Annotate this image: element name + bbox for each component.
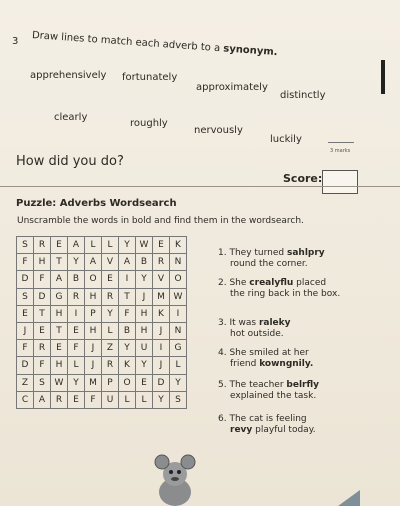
wordsearch-cell[interactable]: L [102,322,119,339]
wordsearch-cell[interactable]: E [102,271,119,288]
wordsearch-cell[interactable]: H [85,322,102,339]
wordsearch-cell[interactable]: N [170,254,187,271]
wordsearch-cell[interactable]: K [153,305,170,322]
wordsearch-cell[interactable]: R [34,237,51,254]
wordsearch-cell[interactable]: I [153,340,170,357]
wordsearch-cell[interactable]: Z [17,374,34,391]
clue-6: 6. The cat is feeling revy playful today. [218,414,316,435]
adverb-roughly: roughly [130,118,168,129]
adverb-nervously: nervously [194,125,243,136]
wordsearch-cell[interactable]: H [136,322,153,339]
wordsearch-cell[interactable]: W [136,237,153,254]
clue-5: 5. The teacher belrfly explained the task. [218,380,320,401]
adverb-approximately: approximately [196,82,268,93]
wordsearch-cell[interactable]: O [85,271,102,288]
wordsearch-cell[interactable]: R [68,288,85,305]
wordsearch-cell[interactable]: E [17,305,34,322]
wordsearch-cell[interactable]: J [136,288,153,305]
wordsearch-cell[interactable]: S [170,391,187,408]
wordsearch-cell[interactable]: Y [153,391,170,408]
wordsearch-row [17,374,187,391]
wordsearch-cell[interactable]: B [136,254,153,271]
wordsearch-cell[interactable]: H [136,305,153,322]
wordsearch-cell[interactable]: E [51,237,68,254]
wordsearch-row [17,305,187,322]
puzzle-instruction: Unscramble the words in bold and find them in the wordsearch. [17,216,304,226]
wordsearch-cell[interactable]: L [85,237,102,254]
wordsearch-cell[interactable]: O [170,271,187,288]
wordsearch-cell[interactable]: B [68,271,85,288]
marks-label: 3 marks [330,148,351,154]
clue-2: 2. She crealyflu placed the ring back in the box. [218,278,341,299]
wordsearch-cell[interactable]: A [51,271,68,288]
wordsearch-cell[interactable]: U [102,391,119,408]
wordsearch-cell[interactable]: L [102,237,119,254]
wordsearch-cell[interactable]: F [68,340,85,357]
question-number: 3 [12,36,19,47]
clue-4: 4. She smiled at her friend kowngnily. [218,348,314,369]
wordsearch-cell[interactable]: J [153,357,170,374]
wordsearch-cell[interactable]: Y [119,340,136,357]
wordsearch-cell[interactable]: Y [68,254,85,271]
decorative-shape [338,490,360,506]
wordsearch-cell[interactable]: Y [119,237,136,254]
wordsearch-cell[interactable]: S [17,288,34,305]
wordsearch-cell[interactable]: Y [68,374,85,391]
wordsearch-cell[interactable]: R [102,288,119,305]
wordsearch-cell[interactable]: M [85,374,102,391]
wordsearch-cell[interactable]: F [85,391,102,408]
wordsearch-row [17,391,187,408]
wordsearch-cell[interactable]: Y [102,305,119,322]
wordsearch-cell[interactable]: V [153,271,170,288]
wordsearch-cell[interactable]: P [85,305,102,322]
wordsearch-cell[interactable]: I [119,271,136,288]
mouse-illustration [150,452,200,506]
wordsearch-cell[interactable]: L [136,391,153,408]
wordsearch-cell[interactable]: E [136,374,153,391]
wordsearch-cell[interactable]: E [153,237,170,254]
wordsearch-cell[interactable]: T [51,254,68,271]
wordsearch-cell[interactable]: Y [170,374,187,391]
wordsearch-row [17,254,187,271]
wordsearch-cell[interactable]: D [17,271,34,288]
wordsearch-cell[interactable]: A [85,254,102,271]
wordsearch-cell[interactable]: W [51,374,68,391]
wordsearch-row [17,288,187,305]
wordsearch-cell[interactable]: D [153,374,170,391]
wordsearch-cell[interactable]: S [34,374,51,391]
wordsearch-cell[interactable]: E [68,391,85,408]
wordsearch-cell[interactable]: C [17,391,34,408]
wordsearch-row [17,322,187,339]
wordsearch-cell[interactable]: E [68,322,85,339]
wordsearch-cell[interactable]: G [170,340,187,357]
marks-line [328,142,354,143]
wordsearch-cell[interactable]: W [170,288,187,305]
wordsearch-cell[interactable]: E [34,322,51,339]
wordsearch-cell[interactable]: T [34,305,51,322]
wordsearch-cell[interactable]: J [17,322,34,339]
wordsearch-cell[interactable]: T [119,288,136,305]
wordsearch-cell[interactable]: G [51,288,68,305]
wordsearch-cell[interactable]: A [119,254,136,271]
wordsearch-cell[interactable]: Z [102,340,119,357]
wordsearch-cell[interactable]: J [85,340,102,357]
wordsearch-cell[interactable]: Y [136,357,153,374]
wordsearch-grid[interactable] [16,236,187,409]
wordsearch-cell[interactable]: E [51,340,68,357]
wordsearch-row [17,237,187,254]
wordsearch-cell[interactable]: S [17,237,34,254]
wordsearch-cell[interactable]: H [51,357,68,374]
wordsearch-row [17,357,187,374]
puzzle-title: Puzzle: Adverbs Wordsearch [16,198,177,209]
question-instruction: Draw lines to match each adverb to a synonym. [31,30,278,59]
clue-3: 3. It was raleky hot outside. [218,318,291,339]
wordsearch-cell[interactable]: F [17,254,34,271]
section-divider [0,186,400,190]
wordsearch-cell[interactable]: B [119,322,136,339]
wordsearch-cell[interactable]: F [119,305,136,322]
wordsearch-cell[interactable]: M [153,288,170,305]
wordsearch-cell[interactable]: L [119,391,136,408]
wordsearch-cell[interactable]: D [17,357,34,374]
wordsearch-cell[interactable]: H [34,254,51,271]
score-label: Score: [283,172,323,185]
adverb-fortunately: fortunately [122,72,178,83]
wordsearch-cell[interactable]: H [85,288,102,305]
wordsearch-cell[interactable]: J [85,357,102,374]
wordsearch-cell[interactable]: K [170,237,187,254]
wordsearch-cell[interactable]: R [34,340,51,357]
wordsearch-cell[interactable]: U [136,340,153,357]
page-edge-bar [381,60,385,94]
wordsearch-cell[interactable]: K [119,357,136,374]
wordsearch-cell[interactable]: F [34,357,51,374]
wordsearch-cell[interactable]: P [102,374,119,391]
wordsearch-row [17,340,187,357]
score-box[interactable] [322,170,358,194]
wordsearch-cell[interactable]: R [102,357,119,374]
wordsearch-cell[interactable]: O [119,374,136,391]
wordsearch-cell[interactable]: L [170,357,187,374]
wordsearch-cell[interactable]: H [51,305,68,322]
how-did-you-do: How did you do? [16,154,124,169]
wordsearch-cell[interactable]: R [153,254,170,271]
wordsearch-cell[interactable]: I [68,305,85,322]
adverb-clearly: clearly [54,112,88,123]
wordsearch-cell[interactable]: N [170,322,187,339]
wordsearch-cell[interactable]: T [51,322,68,339]
wordsearch-cell[interactable]: J [153,322,170,339]
wordsearch-row [17,271,187,288]
wordsearch-cell[interactable]: D [34,288,51,305]
wordsearch-cell[interactable]: A [68,237,85,254]
adverb-apprehensively: apprehensively [30,70,107,81]
wordsearch-cell[interactable]: L [68,357,85,374]
wordsearch-cell[interactable]: Y [136,271,153,288]
wordsearch-cell[interactable]: I [170,305,187,322]
wordsearch-cell[interactable]: F [17,340,34,357]
wordsearch-cell[interactable]: R [51,391,68,408]
adverb-luckily: luckily [270,134,302,145]
wordsearch-cell[interactable]: V [102,254,119,271]
adverb-distinctly: distinctly [280,90,326,101]
clue-1: 1. They turned sahlpry round the corner. [218,248,325,269]
wordsearch-cell[interactable]: F [34,271,51,288]
wordsearch-cell[interactable]: A [34,391,51,408]
